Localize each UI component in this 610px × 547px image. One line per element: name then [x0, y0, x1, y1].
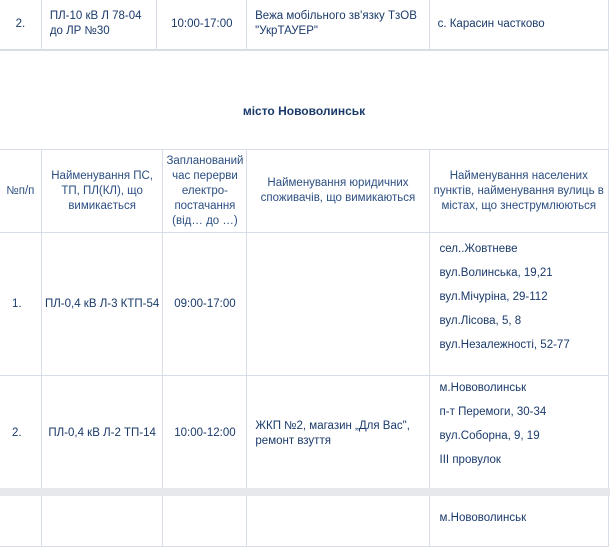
row-number: 1. — [0, 233, 41, 376]
consumer-name — [247, 233, 429, 376]
row-number: 2. — [0, 376, 41, 492]
outage-time: 10:00-12:00 — [163, 376, 247, 492]
line-name: ПЛ-10 кВ Л 78-04 до ЛР №30 — [41, 0, 157, 50]
header-num: №п/п — [0, 150, 41, 233]
header-places: Найменування населених пунктів, найменування вулиць в містах, що знеструмлюються — [429, 150, 608, 233]
place-list — [429, 233, 608, 376]
place-item: м.Нововолинськ — [439, 382, 527, 394]
line-name: ПЛ-0,4 кВ Л-2 ТП-14 — [41, 376, 163, 492]
consumer-name — [247, 492, 429, 547]
place-item: ІІІ провулок — [439, 454, 501, 466]
place-item: вул.Волинська, 19,21 — [439, 267, 553, 279]
table-row — [0, 492, 609, 547]
place-item: вул.Мічуріна, 29-112 — [439, 291, 548, 303]
table-row — [0, 233, 609, 376]
consumer-name: Вежа мобільного зв'язку ТзОВ "УкрТАУЕР" — [247, 0, 429, 50]
table-header-row — [0, 150, 609, 233]
place-list — [429, 492, 608, 547]
line-name: ПЛ-0,4 кВ Л-3 КТП-54 — [41, 233, 163, 376]
header-line: Найменування ПС, ТП, ПЛ(КЛ), що вимикається — [41, 150, 163, 233]
row-number — [0, 492, 41, 547]
outage-time: 10:00-17:00 — [157, 0, 247, 50]
table-row — [0, 376, 609, 492]
consumer-name: ЖКП №2, магазин „Для Вас", ремонт взуття — [247, 376, 429, 492]
line-name — [41, 492, 163, 547]
place-item: м.Нововолинськ — [439, 512, 527, 524]
horizontal-scrollbar[interactable] — [0, 488, 610, 496]
place-list — [429, 376, 608, 492]
place-item: вул.Незалежності, 52-77 — [439, 339, 570, 351]
place-name: с. Карасин частково — [429, 0, 608, 50]
row-number: 2. — [0, 0, 41, 50]
place-item: п-т Перемоги, 30-34 — [439, 406, 547, 418]
place-item: вул.Соборна, 9, 19 — [439, 430, 540, 442]
outage-time — [163, 492, 247, 547]
header-time: Запланований час перерви електро-постачання (від… до …) — [163, 150, 247, 233]
header-consumers: Найменування юридичних споживачів, що вимикаються — [247, 150, 429, 233]
place-item: вул.Лісова, 5, 8 — [439, 315, 522, 327]
city-title: місто Нововолинськ — [0, 51, 609, 150]
outage-table-city — [0, 50, 609, 547]
table-row — [0, 0, 609, 50]
place-item: сел..Жовтневе — [439, 243, 518, 255]
outage-time: 09:00-17:00 — [163, 233, 247, 376]
city-heading-row — [0, 51, 609, 150]
outage-table-previous — [0, 0, 609, 50]
